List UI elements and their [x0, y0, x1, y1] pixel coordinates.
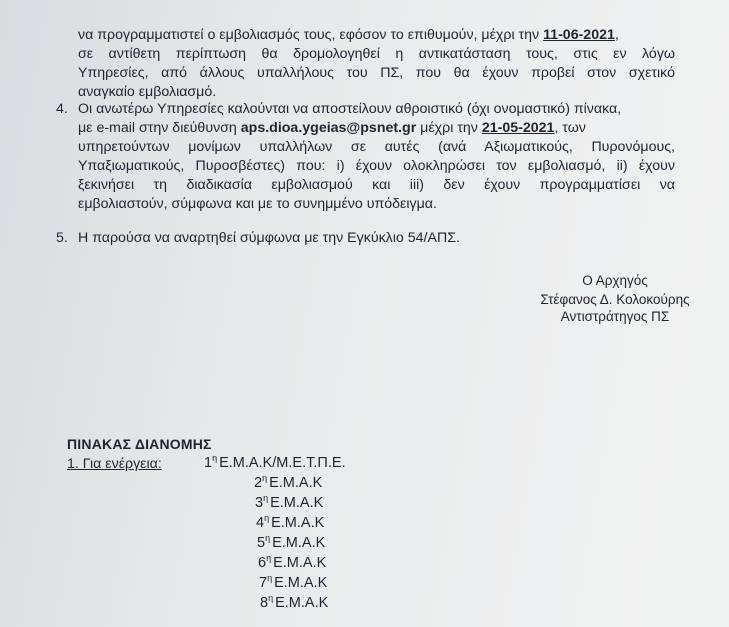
entry-7-text: Ε.Μ.Α.Κ [274, 575, 328, 591]
entry-3-text: Ε.Μ.Α.Κ [270, 495, 324, 511]
signature-role: Ο Αρχηγός [582, 273, 648, 288]
item4-email: aps.dioa.ygeias@psnet.gr [240, 120, 417, 136]
item4-number: 4. [56, 101, 68, 117]
item3-date: 11-06-2021 [543, 27, 615, 43]
entry-2-text: Ε.Μ.Α.Κ [269, 475, 323, 491]
item4-line-4: Υπαξιωματικούς, Πυροσβέστες) που: i) έχουν ολοκληρώσει τον εμβολιασμό, ii) έχουν [78, 158, 675, 174]
entry-2-sup: η [262, 473, 268, 483]
entry-3-number: 3 [255, 495, 264, 511]
distribution-entry-8 [260, 589, 328, 613]
signature-name: Στέφανος Δ. Κολοκούρης [540, 292, 690, 307]
item4-line-2-mid: μέχρι την [416, 120, 482, 136]
item3-line-2: σε αντίθετη περίπτωση θα δρομολογηθεί η αντικατάσταση τους, στις εν λόγω [78, 46, 675, 62]
item3-line-3: Υπηρεσίες, από άλλους υπαλλήλους του ΠΣ, που θα έχουν προβεί στον σχετικό [78, 65, 675, 81]
item5-text: Η παρούσα να αναρτηθεί σύμφωνα με την Εγκύκλιο 54/ΑΠΣ. [78, 230, 460, 246]
item3-line-1-text: να προγραμματιστεί ο εμβολιασμός τους, εφόσον το επιθυμούν, μέχρι την [78, 27, 544, 43]
item3-line-4: αναγκαίο εμβολιασμό. [78, 84, 217, 100]
item4-line-5: ξεκινήσει τη διαδικασία εμβολιασμού και iii) δεν έχουν προγραμματίσει να [78, 177, 675, 193]
item5-number: 5. [56, 230, 68, 246]
entry-4-text: Ε.Μ.Α.Κ [271, 515, 325, 531]
entry-1-text: Ε.Μ.Α.Κ/Μ.Ε.Τ.Π.Ε. [219, 455, 346, 471]
distribution-title: ΠΙΝΑΚΑΣ ΔΙΑΝΟΜΗΣ [67, 436, 212, 452]
entry-6-sup: η [266, 553, 272, 563]
entry-8-number: 8 [260, 595, 269, 611]
entry-7-number: 7 [259, 575, 268, 591]
entry-8-text: Ε.Μ.Α.Κ [275, 595, 329, 611]
entry-4-number: 4 [256, 515, 265, 531]
entry-6-number: 6 [258, 555, 267, 571]
entry-1-number: 1 [204, 455, 213, 471]
item4-line-2 [78, 119, 675, 137]
item4-line-2-pre: με e-mail στην διεύθυνση [78, 120, 241, 136]
item4-date: 21-05-2021 [481, 120, 555, 136]
entry-1-sup: η [212, 453, 218, 463]
entry-7-sup: η [267, 573, 273, 583]
entry-2-number: 2 [254, 475, 263, 491]
item3-line-1 [78, 26, 675, 44]
entry-5-text: Ε.Μ.Α.Κ [272, 535, 326, 551]
entry-3-sup: η [263, 493, 269, 503]
item4-line-3: υπηρετούντων μονίμων υπαλλήλων σε αυτές (ανά Αξιωματικούς, Πυρονόμους, [78, 139, 675, 155]
entry-8-sup: η [268, 593, 274, 603]
entry-5-sup: η [265, 533, 271, 543]
item4-line-1: Οι ανωτέρω Υπηρεσίες καλούνται να αποστείλουν αθροιστικό (όχι ονομαστικό) πίνακα, [78, 101, 622, 117]
entry-6-text: Ε.Μ.Α.Κ [273, 555, 327, 571]
entry-4-sup: η [264, 513, 270, 523]
item4-line-2-post: , των [554, 120, 586, 136]
distribution-action-label: 1. Για ενέργεια: [67, 456, 162, 472]
signature-rank: Αντιστράτηγος ΠΣ [560, 309, 670, 324]
entry-5-number: 5 [257, 535, 266, 551]
item4-line-6: εμβολιαστούν, σύμφωνα και με το συνημμένο υπόδειγμα. [78, 196, 437, 212]
item3-date-suffix: , [614, 27, 619, 43]
